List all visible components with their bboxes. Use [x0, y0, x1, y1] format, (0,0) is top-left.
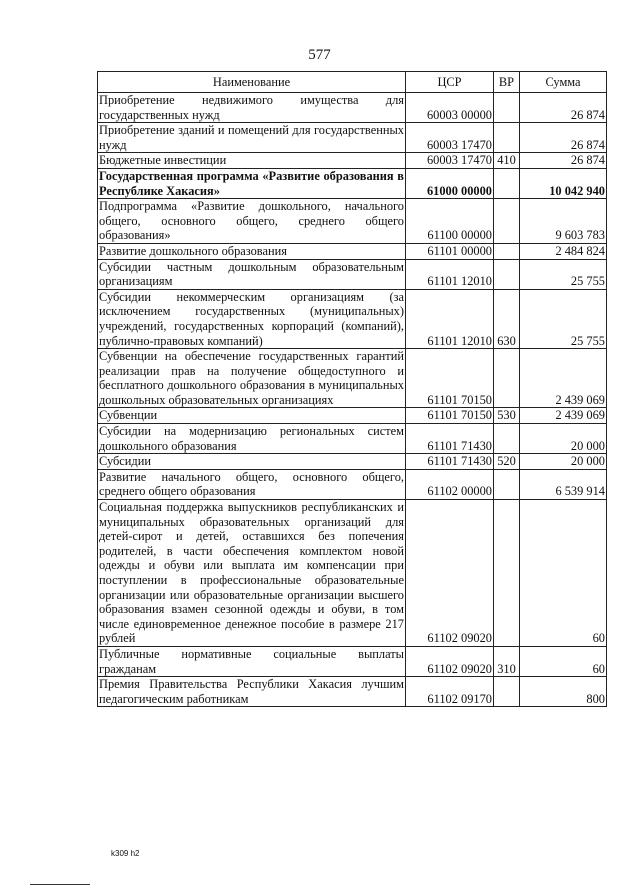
- row-sum: 2 484 824: [520, 243, 607, 259]
- row-sum: 20 000: [520, 424, 607, 454]
- row-vr: [494, 424, 520, 454]
- row-vr: [494, 123, 520, 153]
- row-vr: [494, 259, 520, 289]
- table-row: [98, 424, 607, 454]
- row-name: Социальная поддержка выпускников республиканских и муниципальных образовательных организаций для детей-сирот и детей, оставшихся без попечения родителей, в части обеспечения комплектом новой одежды и обуви или выплата им компенсации при поступлении в профессиональные образовательные организации или образовательные организации высшего образования взамен сезонной одежды и обуви, в том числе единовременное денежное пособие в размере 217 рублей: [99, 500, 404, 646]
- row-name: Субсидии на модернизацию региональных систем дошкольного образования: [99, 424, 404, 453]
- row-csr: 61101 12010: [406, 259, 494, 289]
- row-name: Субсидии частным дошкольным образовательным организациям: [99, 259, 404, 289]
- row-name: Развитие дошкольного образования: [98, 243, 406, 259]
- row-vr: [494, 469, 520, 499]
- row-csr: 61000 00000: [406, 168, 494, 198]
- row-name: Субсидии: [98, 454, 406, 470]
- row-name: Государственная программа «Развитие образования в Республике Хакасия»: [99, 168, 404, 198]
- row-vr: [494, 243, 520, 259]
- row-csr: 61101 71430: [406, 454, 494, 470]
- row-csr: 61102 00000: [406, 469, 494, 499]
- row-sum: 6 539 914: [520, 469, 607, 499]
- table-row: [98, 153, 607, 169]
- row-sum: 800: [520, 677, 607, 707]
- row-name: Развитие начального общего, основного общего, среднего общего образования: [99, 469, 404, 499]
- row-sum: 9 603 783: [520, 199, 607, 244]
- row-sum: 26 874: [520, 153, 607, 169]
- row-vr: 630: [494, 289, 520, 348]
- row-vr: 530: [494, 408, 520, 424]
- row-vr: [494, 93, 520, 123]
- table-row: [98, 677, 607, 707]
- row-vr: [494, 349, 520, 408]
- row-sum: 26 874: [520, 123, 607, 153]
- row-name: Приобретение зданий и помещений для государственных нужд: [99, 123, 404, 152]
- row-vr: [494, 677, 520, 707]
- table-row: [98, 408, 607, 424]
- table-row: [98, 243, 607, 259]
- row-vr: [494, 199, 520, 244]
- table-row: [98, 500, 607, 647]
- table-row: [98, 646, 607, 676]
- row-sum: 10 042 940: [520, 168, 607, 198]
- page-number: 577: [308, 47, 331, 63]
- row-vr: [494, 500, 520, 647]
- header-sum: Сумма: [520, 72, 607, 93]
- row-sum: 20 000: [520, 454, 607, 470]
- row-name: Бюджетные инвестиции: [98, 153, 406, 169]
- table-row: [98, 469, 607, 499]
- row-name: Приобретение недвижимого имущества для государственных нужд: [99, 93, 404, 122]
- row-sum: 25 755: [520, 259, 607, 289]
- row-name: Публичные нормативные социальные выплаты гражданам: [99, 646, 404, 676]
- table-row: [98, 289, 607, 348]
- header-vr: ВР: [494, 72, 520, 93]
- row-vr: 410: [494, 153, 520, 169]
- row-csr: 61100 00000: [406, 199, 494, 244]
- row-name: Субсидии некоммерческим организациям (за исключением государственных (муниципальных) учреждений, государственных корпораций (компаний), публично-правовых компаний): [99, 289, 404, 348]
- row-csr: 61102 09020: [406, 646, 494, 676]
- row-csr: 61102 09020: [406, 500, 494, 647]
- row-name: Подпрограмма «Развитие дошкольного, начального общего, основного общего, среднего общего образования»: [99, 199, 404, 243]
- table-row: [98, 349, 607, 408]
- table-row: [98, 199, 607, 244]
- row-sum: 60: [520, 500, 607, 647]
- row-csr: 61101 00000: [406, 243, 494, 259]
- row-sum: 26 874: [520, 93, 607, 123]
- row-csr: 61101 70150: [406, 349, 494, 408]
- row-csr: 61101 12010: [406, 289, 494, 348]
- row-sum: 2 439 069: [520, 349, 607, 408]
- row-csr: 60003 00000: [406, 93, 494, 123]
- footer-divider: [30, 884, 90, 885]
- row-name: Субвенции на обеспечение государственных гарантий реализации прав на получение общедоступного и бесплатного дошкольного образования в муниципальных дошкольных образовательных организациях: [99, 349, 404, 407]
- budget-table: [97, 71, 607, 707]
- row-sum: 60: [520, 646, 607, 676]
- footer-code: k309 h2: [111, 849, 140, 858]
- row-csr: 61101 70150: [406, 408, 494, 424]
- table-row: [98, 123, 607, 153]
- row-name: Премия Правительства Республики Хакасия лучшим педагогическим работникам: [99, 677, 404, 706]
- row-sum: 2 439 069: [520, 408, 607, 424]
- header-csr: ЦСР: [406, 72, 494, 93]
- table-row: [98, 454, 607, 470]
- row-vr: [494, 168, 520, 198]
- table-row: [98, 168, 607, 198]
- row-vr: 310: [494, 646, 520, 676]
- row-csr: 61101 71430: [406, 424, 494, 454]
- table-header-row: [98, 72, 607, 93]
- row-csr: 60003 17470: [406, 153, 494, 169]
- row-csr: 60003 17470: [406, 123, 494, 153]
- row-sum: 25 755: [520, 289, 607, 348]
- table-row: [98, 93, 607, 123]
- header-name: Наименование: [98, 72, 406, 93]
- row-vr: 520: [494, 454, 520, 470]
- row-name: Субвенции: [98, 408, 406, 424]
- table-row: [98, 259, 607, 289]
- row-csr: 61102 09170: [406, 677, 494, 707]
